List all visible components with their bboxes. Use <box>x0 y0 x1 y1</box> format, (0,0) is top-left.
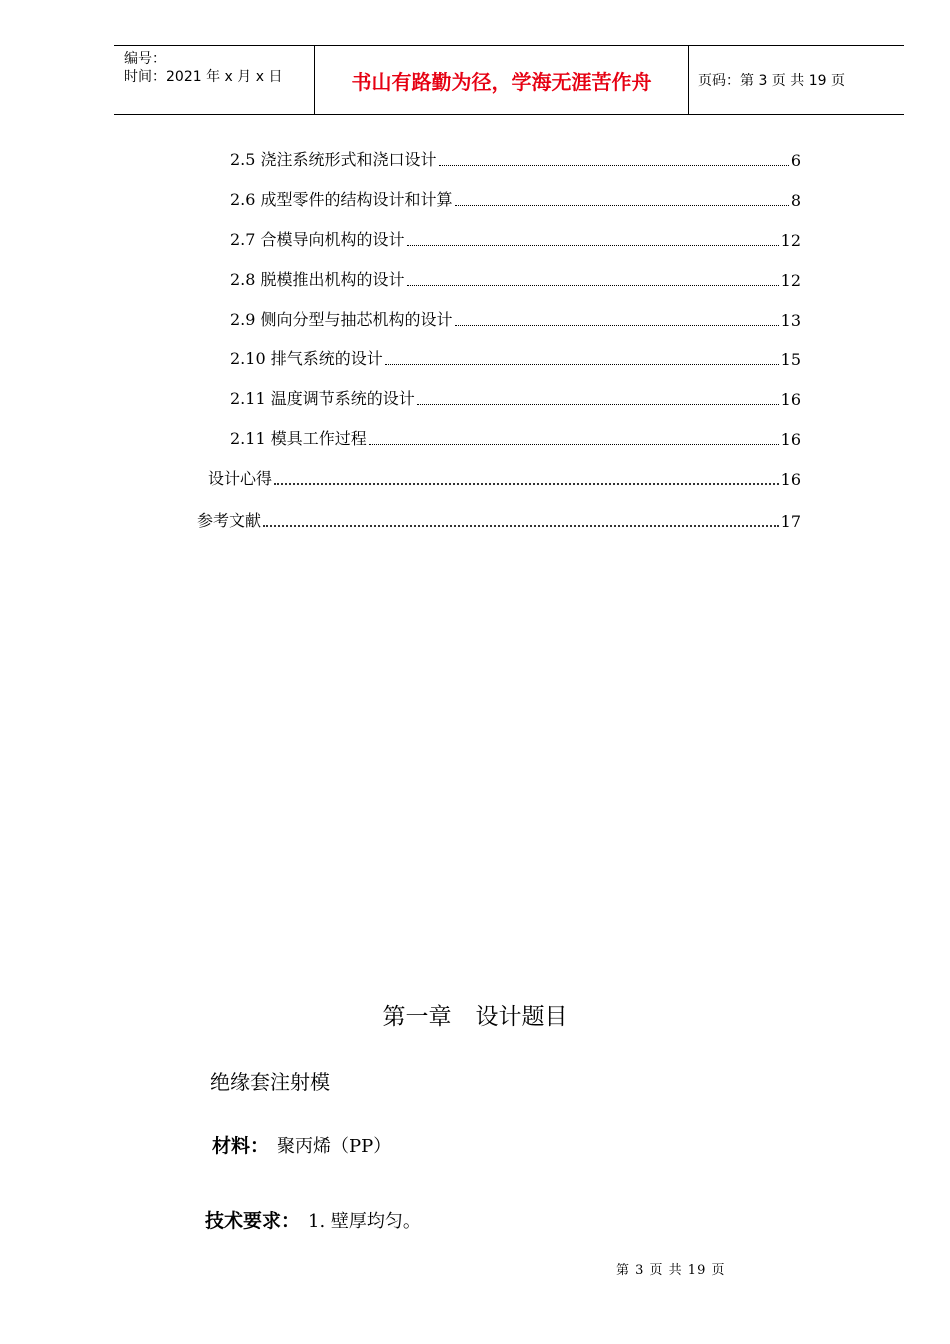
toc-entry[interactable] <box>230 347 801 369</box>
header-page-info: 页码：第 3 页 共 19 页 <box>698 73 845 89</box>
product-name: 绝缘套注射模 <box>210 1070 330 1094</box>
page-footer: 第 3 页 共 19 页 <box>616 1263 726 1278</box>
toc-entry[interactable] <box>230 427 801 449</box>
page-header <box>114 45 904 115</box>
toc-title: 2.5 浇注系统形式和浇口设计 <box>230 150 437 169</box>
toc-page: 16 <box>780 430 801 449</box>
toc-entry[interactable] <box>197 509 801 531</box>
toc-leader <box>274 482 779 485</box>
toc-page: 12 <box>780 231 801 250</box>
toc-title: 2.7 合模导向机构的设计 <box>230 230 405 249</box>
toc-page: 16 <box>780 390 801 409</box>
chapter-number: 第一章 <box>382 1004 452 1030</box>
toc-leader <box>407 284 779 286</box>
toc-page: 8 <box>790 191 801 210</box>
number-label: 编号： <box>124 51 166 67</box>
toc-leader <box>385 363 779 365</box>
toc-title: 2.10 排气系统的设计 <box>230 349 383 368</box>
header-motto: 书山有路勤为径，学海无涯苦作舟 <box>315 46 689 114</box>
toc-page: 6 <box>790 151 801 170</box>
tech-value: 1. 壁厚均匀。 <box>308 1211 421 1232</box>
tech-requirements-line <box>205 1206 421 1233</box>
toc-entry[interactable] <box>230 387 801 409</box>
toc-title: 设计心得 <box>208 469 273 488</box>
toc-entry[interactable] <box>230 308 801 330</box>
toc-title: 2.11 模具工作过程 <box>230 429 367 448</box>
material-value: 聚丙烯（PP） <box>277 1136 392 1157</box>
toc-entry[interactable] <box>230 228 801 250</box>
toc-leader <box>263 524 779 527</box>
toc-leader <box>439 164 789 166</box>
toc-title: 参考文献 <box>197 511 262 530</box>
time-label: 时间：2021 年 x 月 x 日 <box>124 69 283 85</box>
chapter-title: 设计题目 <box>475 1004 568 1030</box>
toc-leader <box>417 403 779 405</box>
toc-leader <box>369 443 779 445</box>
toc-title: 2.11 温度调节系统的设计 <box>230 389 415 408</box>
toc-entry[interactable] <box>230 148 801 170</box>
toc-page: 16 <box>780 470 801 489</box>
toc-leader <box>455 324 779 326</box>
material-line <box>212 1131 391 1158</box>
toc-entry[interactable] <box>230 268 801 290</box>
toc-page: 13 <box>780 311 801 330</box>
toc-page: 15 <box>780 350 801 369</box>
toc-leader <box>407 244 779 246</box>
toc-page: 17 <box>780 512 801 531</box>
material-label: 材料： <box>212 1135 270 1157</box>
toc-entry[interactable] <box>230 188 801 210</box>
toc-entry[interactable] <box>208 467 801 489</box>
header-meta <box>114 46 315 114</box>
chapter-heading <box>0 998 950 1031</box>
toc-page: 12 <box>780 271 801 290</box>
tech-label: 技术要求： <box>205 1210 301 1232</box>
toc-title: 2.8 脱模推出机构的设计 <box>230 270 405 289</box>
toc-title: 2.9 侧向分型与抽芯机构的设计 <box>230 310 453 329</box>
toc-leader <box>455 204 789 206</box>
toc-title: 2.6 成型零件的结构设计和计算 <box>230 190 453 209</box>
